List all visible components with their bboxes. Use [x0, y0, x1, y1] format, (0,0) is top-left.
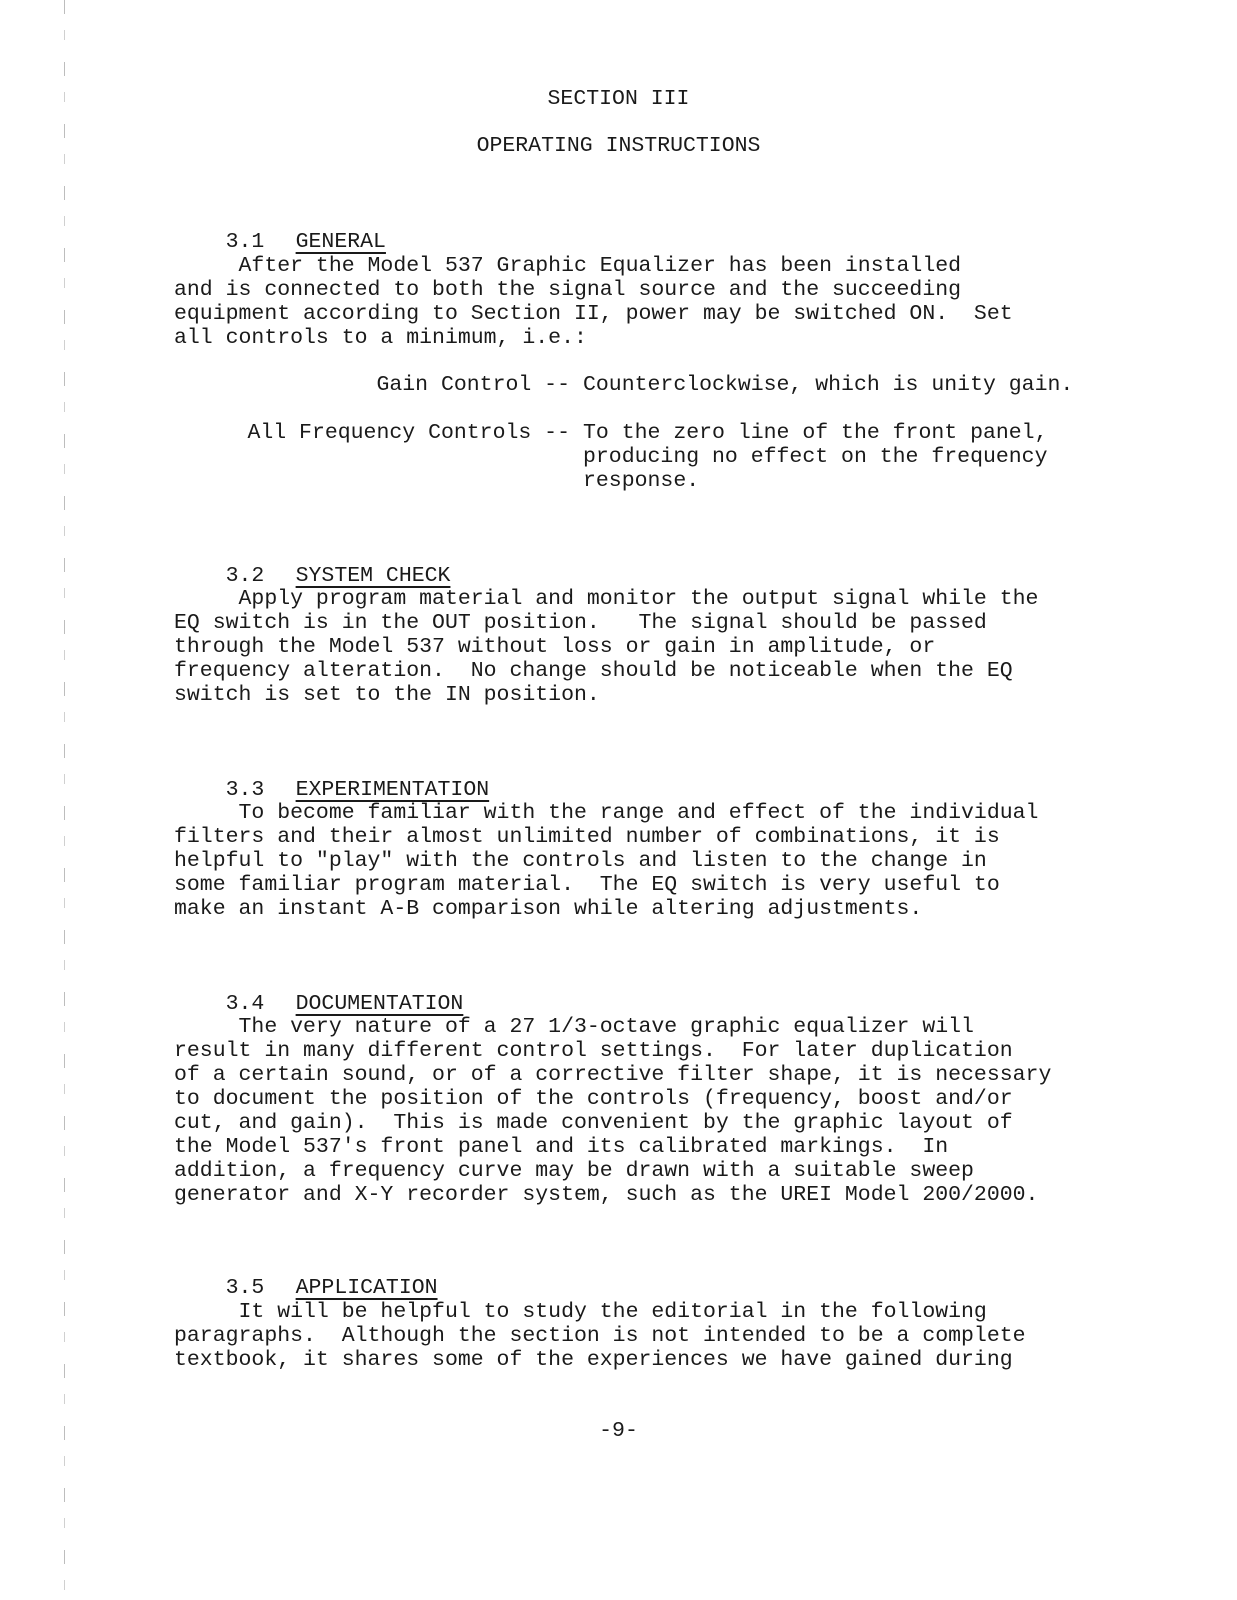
setting-label: All Frequency Controls --	[247, 421, 570, 445]
setting-value: response.	[583, 469, 700, 493]
text-line: To become familiar with the range and effect of the individual	[174, 801, 1039, 825]
text-line: result in many different control settings. For later duplication	[174, 1039, 1013, 1063]
section-title: OPERATING INSTRUCTIONS	[476, 134, 761, 158]
text-line: EQ switch is in the OUT position. The signal should be passed	[174, 611, 987, 635]
paragraph-application	[174, 1300, 1174, 1372]
heading-number: 3.3	[225, 778, 265, 802]
text-line: generator and X-Y recorder system, such as the UREI Model 200/2000.	[174, 1183, 1039, 1207]
text-line: helpful to "play" with the controls and listen to the change in	[174, 849, 987, 873]
section-label: SECTION III	[547, 87, 690, 111]
paragraph-system-check	[174, 587, 1174, 707]
text-line: cut, and gain). This is made convenient by the graphic layout of	[174, 1111, 1013, 1135]
heading-title: EXPERIMENTATION	[295, 778, 490, 802]
paragraph-documentation	[174, 1015, 1174, 1207]
text-line: The very nature of a 27 1/3-octave graphic equalizer will	[174, 1015, 974, 1039]
page-number: -9-	[599, 1419, 638, 1443]
text-line: filters and their almost unlimited number of combinations, it is	[174, 825, 1000, 849]
paragraph-general	[174, 254, 1174, 350]
text-line: all controls to a minimum, i.e.:	[174, 326, 587, 350]
text-line: of a certain sound, or of a corrective filter shape, it is necessary	[174, 1063, 1052, 1087]
text-line: to document the position of the controls (frequency, boost and/or	[174, 1087, 1013, 1111]
heading-title: GENERAL	[295, 230, 386, 254]
heading-title: DOCUMENTATION	[295, 992, 464, 1016]
text-line: It will be helpful to study the editorial in the following	[174, 1300, 987, 1324]
text-line: frequency alteration. No change should be noticeable when the EQ	[174, 659, 1013, 683]
setting-value: To the zero line of the front panel,	[583, 421, 1048, 445]
setting-label: Gain Control --	[376, 373, 570, 397]
heading-number: 3.5	[225, 1276, 265, 1300]
text-line: Apply program material and monitor the output signal while the	[174, 587, 1039, 611]
text-line: equipment according to Section II, power may be switched ON. Set	[174, 302, 1013, 326]
heading-number: 3.2	[225, 564, 265, 588]
setting-value: Counterclockwise, which is unity gain.	[583, 373, 1074, 397]
text-line: the Model 537's front panel and its calibrated markings. In	[174, 1135, 949, 1159]
text-line: make an instant A-B comparison while altering adjustments.	[174, 897, 923, 921]
text-line: through the Model 537 without loss or gain in amplitude, or	[174, 635, 936, 659]
paragraph-experimentation	[174, 801, 1174, 921]
text-line: paragraphs. Although the section is not intended to be a complete	[174, 1324, 1026, 1348]
text-line: addition, a frequency curve may be drawn with a suitable sweep	[174, 1159, 974, 1183]
heading-number: 3.4	[225, 992, 265, 1016]
heading-title: SYSTEM CHECK	[295, 564, 451, 588]
text-line: textbook, it shares some of the experiences we have gained during	[174, 1348, 1013, 1372]
heading-title: APPLICATION	[295, 1276, 438, 1300]
setting-value: producing no effect on the frequency	[583, 445, 1048, 469]
text-line: some familiar program material. The EQ switch is very useful to	[174, 873, 1000, 897]
text-line: and is connected to both the signal source and the succeeding	[174, 278, 962, 302]
scan-margin-line	[64, 0, 65, 1600]
heading-number: 3.1	[225, 230, 265, 254]
text-line: switch is set to the IN position.	[174, 683, 600, 707]
text-line: After the Model 537 Graphic Equalizer has been installed	[174, 254, 962, 278]
